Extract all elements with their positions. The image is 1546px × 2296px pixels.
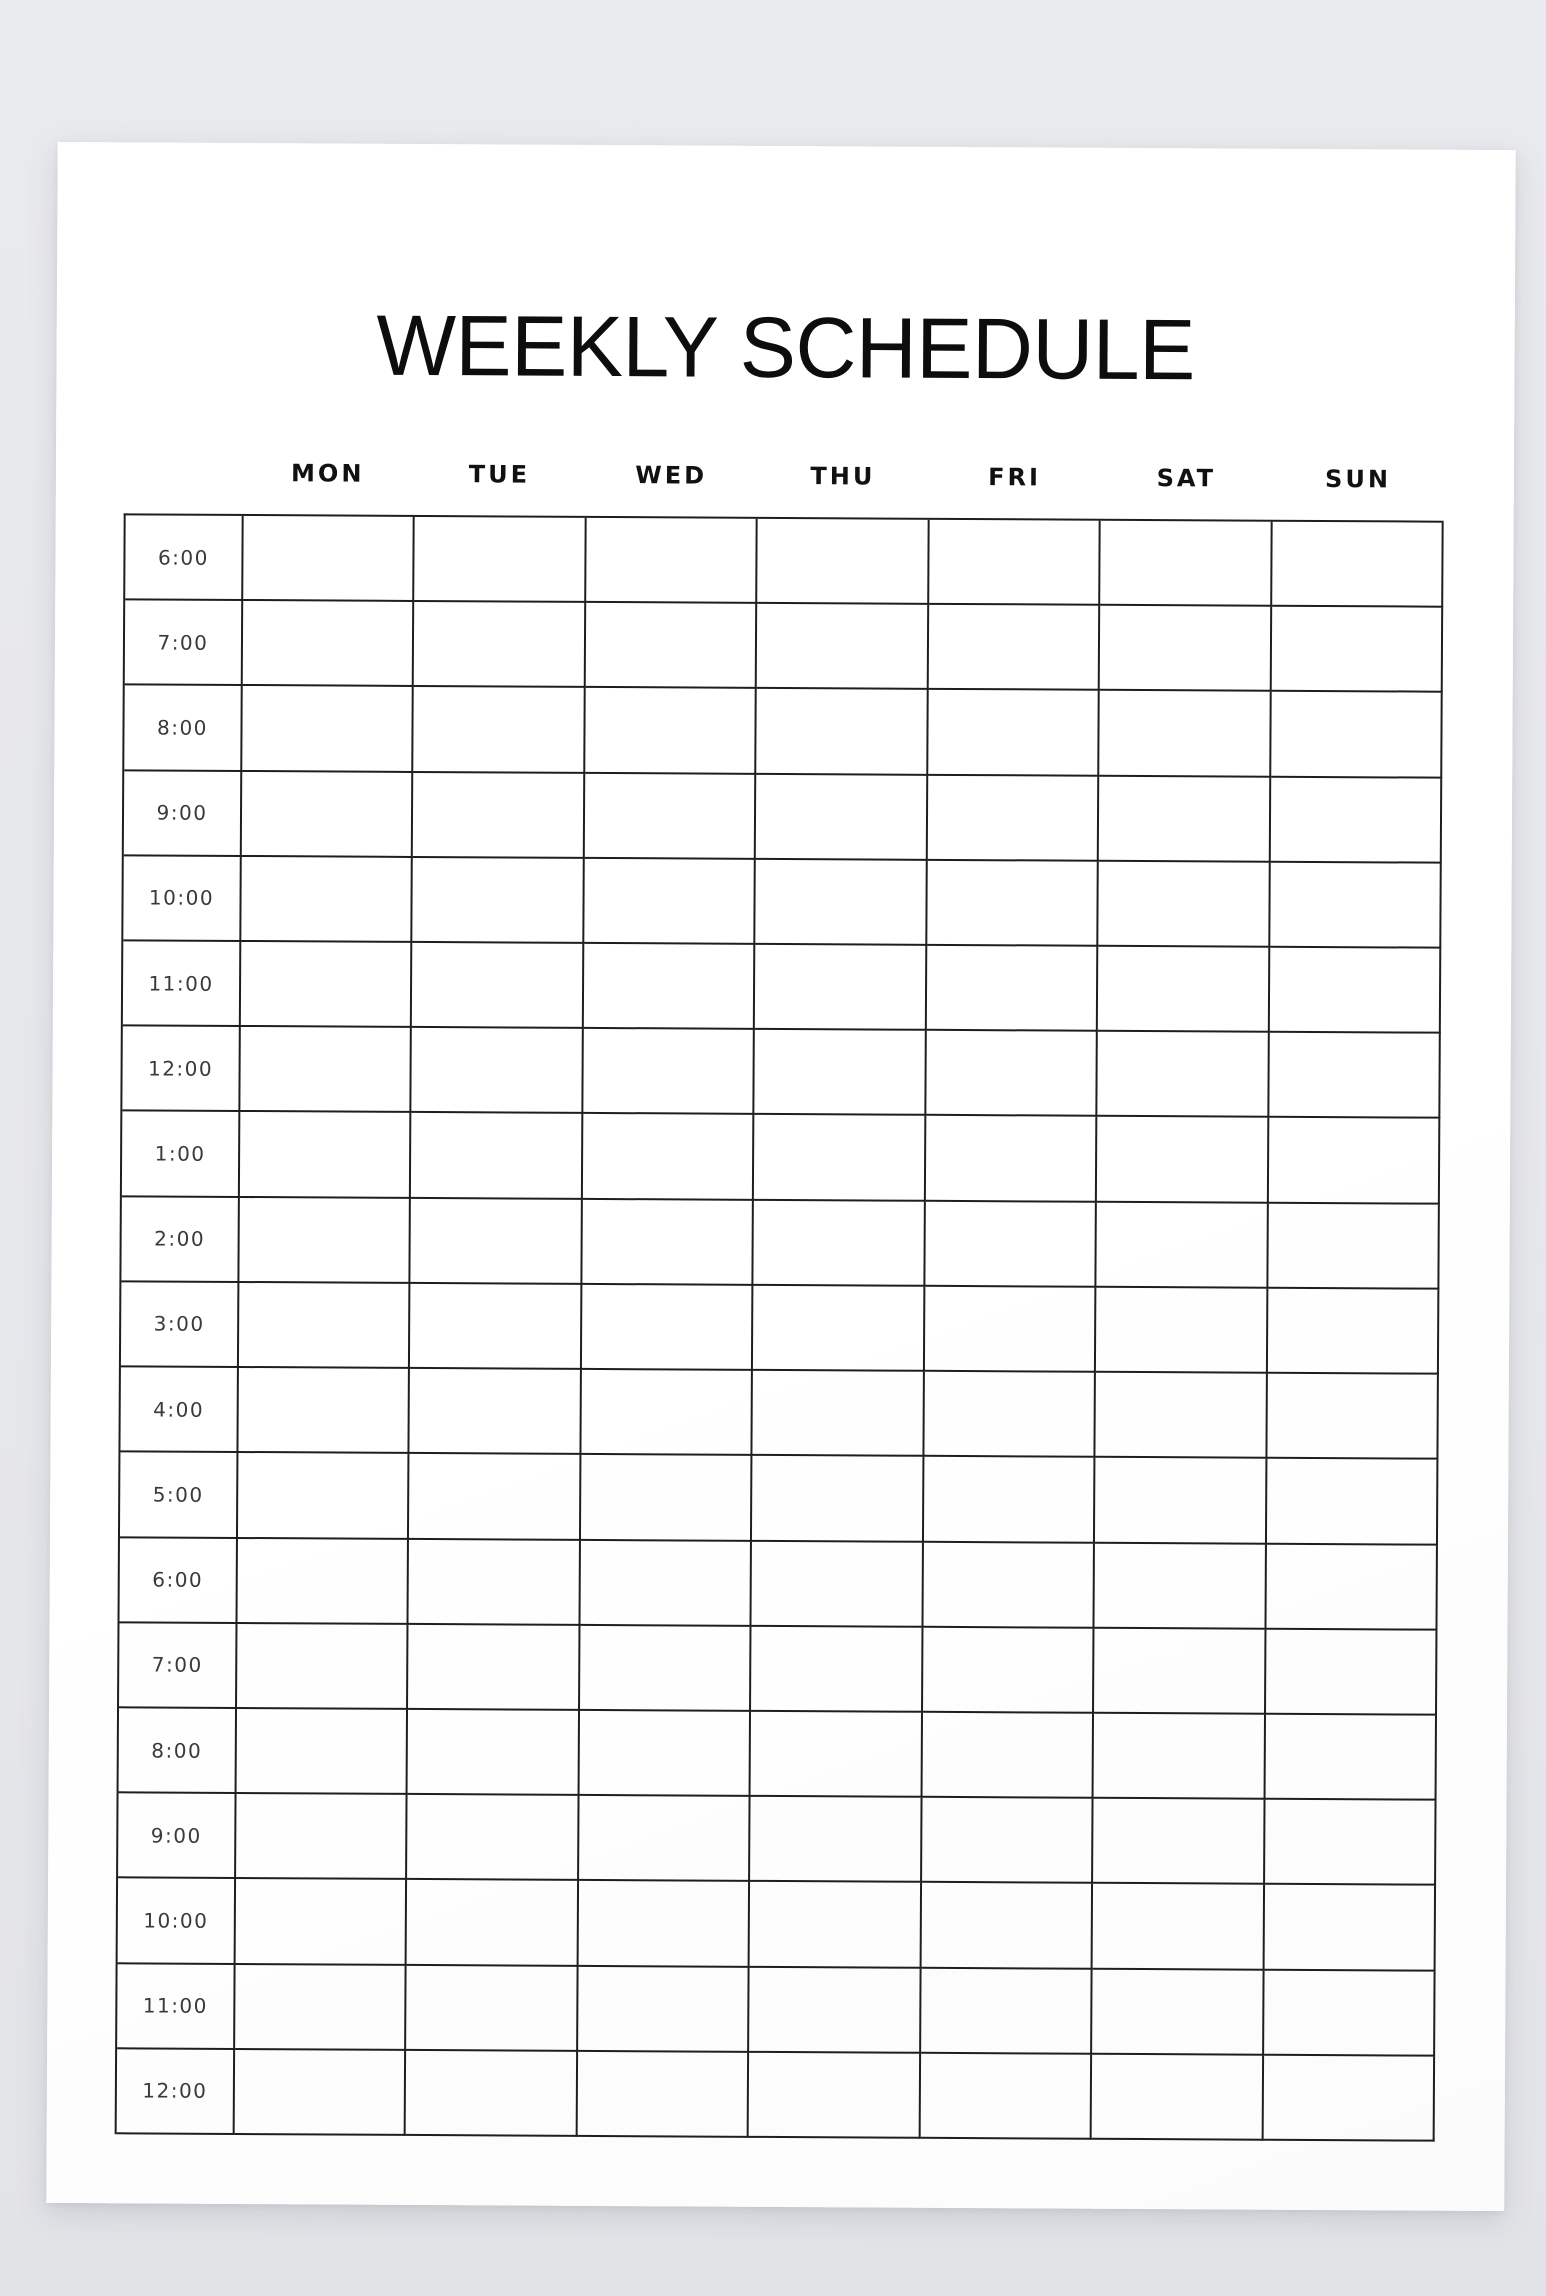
slot-cell-tue[interactable] — [412, 943, 584, 1029]
slot-cell-tue[interactable] — [408, 1710, 580, 1796]
slot-cell-thu[interactable] — [757, 689, 929, 775]
slot-cell-fri[interactable] — [926, 1031, 1098, 1117]
slot-cell-sun[interactable] — [1270, 863, 1442, 949]
slot-cell-fri[interactable] — [922, 1713, 1094, 1799]
slot-cell-tue[interactable] — [411, 1199, 583, 1285]
slot-cell-wed[interactable] — [585, 774, 757, 860]
slot-cell-mon[interactable] — [238, 1453, 410, 1539]
slot-cell-tue[interactable] — [411, 1113, 583, 1199]
slot-cell-mon[interactable] — [237, 1709, 409, 1795]
slot-cell-sun[interactable] — [1270, 777, 1442, 863]
time-label: 11:00 — [117, 1964, 235, 2050]
slot-cell-mon[interactable] — [242, 772, 414, 858]
slot-cell-sun[interactable] — [1267, 1459, 1439, 1545]
slot-cell-tue[interactable] — [410, 1369, 582, 1455]
time-label: 9:00 — [124, 771, 242, 857]
slot-cell-sat[interactable] — [1092, 2055, 1264, 2141]
time-label: 5:00 — [120, 1453, 238, 1539]
slot-cell-tue[interactable] — [414, 602, 586, 688]
slot-cell-wed[interactable] — [586, 518, 758, 604]
slot-cell-wed[interactable] — [584, 944, 756, 1030]
time-label: 11:00 — [123, 941, 241, 1027]
slot-cell-fri[interactable] — [925, 1287, 1097, 1373]
slot-cell-mon[interactable] — [239, 1198, 411, 1284]
slot-cell-thu[interactable] — [753, 1286, 925, 1372]
day-header-sat: SAT — [1156, 464, 1217, 493]
slot-cell-sun[interactable] — [1265, 1800, 1437, 1886]
slot-cell-thu[interactable] — [752, 1456, 924, 1542]
slot-cell-thu[interactable] — [754, 1201, 926, 1287]
slot-cell-wed[interactable] — [577, 2052, 749, 2138]
day-header-row — [124, 452, 1444, 499]
slot-cell-thu[interactable] — [751, 1712, 923, 1798]
time-label: 4:00 — [120, 1367, 238, 1453]
slot-cell-mon[interactable] — [240, 1112, 412, 1198]
slot-cell-sat[interactable] — [1098, 862, 1270, 948]
slot-cell-sat[interactable] — [1097, 1032, 1269, 1118]
time-label: 10:00 — [118, 1879, 236, 1965]
slot-cell-sat[interactable] — [1094, 1714, 1266, 1800]
slot-cell-mon[interactable] — [240, 1027, 412, 1113]
slot-cell-tue[interactable] — [408, 1625, 580, 1711]
slot-cell-sat[interactable] — [1096, 1373, 1268, 1459]
slot-cell-wed[interactable] — [584, 859, 756, 945]
slot-cell-sun[interactable] — [1264, 1885, 1436, 1971]
time-label: 8:00 — [124, 686, 242, 772]
slot-cell-fri[interactable] — [929, 520, 1101, 606]
slot-cell-mon[interactable] — [237, 1624, 409, 1710]
slot-cell-wed[interactable] — [578, 1966, 750, 2052]
slot-cell-fri[interactable] — [923, 1628, 1095, 1714]
slot-cell-sun[interactable] — [1265, 1715, 1437, 1801]
slot-cell-sat[interactable] — [1099, 691, 1271, 777]
slot-cell-mon[interactable] — [235, 2050, 407, 2136]
slot-cell-fri[interactable] — [927, 775, 1099, 861]
slot-cell-tue[interactable] — [412, 1028, 584, 1114]
slot-cell-thu[interactable] — [752, 1541, 924, 1627]
slot-cell-wed[interactable] — [578, 1881, 750, 1967]
slot-cell-sat[interactable] — [1095, 1458, 1267, 1544]
slot-cell-fri[interactable] — [920, 2054, 1092, 2140]
slot-cell-fri[interactable] — [922, 1798, 1094, 1884]
slot-cell-sat[interactable] — [1093, 1884, 1265, 1970]
slot-cell-wed[interactable] — [586, 603, 758, 689]
slot-cell-wed[interactable] — [583, 1029, 755, 1115]
slot-cell-sun[interactable] — [1264, 1970, 1436, 2056]
slot-cell-wed[interactable] — [583, 1114, 755, 1200]
slot-cell-fri[interactable] — [924, 1372, 1096, 1458]
slot-cell-sun[interactable] — [1271, 607, 1443, 693]
slot-cell-fri[interactable] — [927, 946, 1099, 1032]
slot-cell-sat[interactable] — [1093, 1799, 1265, 1885]
time-label: 1:00 — [122, 1112, 240, 1198]
slot-cell-fri[interactable] — [927, 861, 1099, 947]
slot-cell-wed[interactable] — [581, 1370, 753, 1456]
time-label: 2:00 — [121, 1197, 239, 1283]
slot-cell-fri[interactable] — [925, 1201, 1097, 1287]
day-header-spacer — [124, 452, 242, 493]
slot-cell-sun[interactable] — [1267, 1289, 1439, 1375]
time-label: 6:00 — [119, 1538, 237, 1624]
slot-cell-tue[interactable] — [410, 1284, 582, 1370]
time-label: 9:00 — [118, 1793, 236, 1879]
slot-cell-wed[interactable] — [579, 1711, 751, 1797]
slot-cell-sun[interactable] — [1266, 1544, 1438, 1630]
slot-cell-sat[interactable] — [1095, 1543, 1267, 1629]
slot-cell-tue[interactable] — [407, 1795, 579, 1881]
slot-cell-mon[interactable] — [242, 686, 414, 772]
slot-cell-mon[interactable] — [236, 1794, 408, 1880]
slot-cell-thu[interactable] — [754, 1115, 926, 1201]
slot-cell-thu[interactable] — [751, 1627, 923, 1713]
slot-cell-thu[interactable] — [753, 1371, 925, 1457]
time-label: 10:00 — [123, 856, 241, 942]
slot-cell-sun[interactable] — [1269, 948, 1441, 1034]
day-header-tue: TUE — [468, 460, 531, 489]
slot-cell-sat[interactable] — [1096, 1288, 1268, 1374]
slot-cell-fri[interactable] — [928, 690, 1100, 776]
slot-cell-sat[interactable] — [1100, 606, 1272, 692]
slot-cell-sun[interactable] — [1268, 1203, 1440, 1289]
slot-cell-thu[interactable] — [749, 1967, 921, 2053]
slot-cell-thu[interactable] — [749, 2053, 921, 2139]
slot-cell-mon[interactable] — [238, 1368, 410, 1454]
time-label: 12:00 — [117, 2049, 235, 2135]
slot-cell-mon[interactable] — [235, 1965, 407, 2051]
slot-cell-sat[interactable] — [1098, 947, 1270, 1033]
slot-cell-sun[interactable] — [1266, 1629, 1438, 1715]
slot-cell-tue[interactable] — [407, 1966, 579, 2052]
day-header-thu: THU — [810, 462, 876, 491]
slot-cell-mon[interactable] — [241, 857, 413, 943]
slot-cell-mon[interactable] — [237, 1538, 409, 1624]
slot-cell-wed[interactable] — [580, 1626, 752, 1712]
slot-cell-wed[interactable] — [582, 1200, 754, 1286]
day-header-mon: MON — [290, 459, 365, 488]
slot-cell-tue[interactable] — [415, 517, 587, 603]
slot-cell-wed[interactable] — [585, 688, 757, 774]
slot-cell-thu[interactable] — [757, 519, 929, 605]
slot-cell-wed[interactable] — [581, 1455, 753, 1541]
time-label: 8:00 — [119, 1708, 237, 1794]
slot-cell-sun[interactable] — [1269, 1033, 1441, 1119]
slot-cell-sat[interactable] — [1092, 1969, 1264, 2055]
slot-cell-fri[interactable] — [924, 1457, 1096, 1543]
slot-cell-thu[interactable] — [755, 945, 927, 1031]
slot-cell-fri[interactable] — [926, 1116, 1098, 1202]
slot-cell-fri[interactable] — [921, 1883, 1093, 1969]
slot-cell-thu[interactable] — [755, 1030, 927, 1116]
slot-cell-thu[interactable] — [756, 860, 928, 946]
slot-cell-fri[interactable] — [923, 1542, 1095, 1628]
time-label: 12:00 — [122, 1027, 240, 1113]
day-header-sun: SUN — [1325, 465, 1392, 494]
slot-cell-tue[interactable] — [414, 687, 586, 773]
slot-cell-wed[interactable] — [582, 1285, 754, 1371]
page-title: WEEKLY SCHEDULE — [376, 297, 1196, 399]
time-label: 6:00 — [125, 515, 243, 601]
slot-cell-sat[interactable] — [1100, 521, 1272, 607]
day-header-fri: FRI — [988, 463, 1042, 492]
slot-cell-tue[interactable] — [407, 1880, 579, 1966]
slot-cell-tue[interactable] — [413, 858, 585, 944]
slot-cell-mon[interactable] — [239, 1283, 411, 1369]
slot-cell-mon[interactable] — [241, 942, 413, 1028]
slot-cell-sun[interactable] — [1271, 692, 1443, 778]
slot-cell-tue[interactable] — [409, 1454, 581, 1540]
time-label: 7:00 — [119, 1623, 237, 1709]
schedule-sheet — [46, 142, 1515, 2211]
slot-cell-mon[interactable] — [236, 1879, 408, 1965]
slot-cell-fri[interactable] — [928, 605, 1100, 691]
time-label: 3:00 — [121, 1282, 239, 1368]
schedule-grid — [115, 513, 1444, 2141]
slot-cell-fri[interactable] — [921, 1968, 1093, 2054]
slot-cell-sat[interactable] — [1099, 776, 1271, 862]
slot-cell-mon[interactable] — [243, 601, 415, 687]
slot-cell-tue[interactable] — [406, 2051, 578, 2137]
slot-cell-wed[interactable] — [580, 1540, 752, 1626]
slot-cell-sat[interactable] — [1094, 1628, 1266, 1714]
slot-cell-sat[interactable] — [1097, 1202, 1269, 1288]
slot-cell-mon[interactable] — [243, 516, 415, 602]
slot-cell-sun[interactable] — [1263, 2055, 1435, 2141]
slot-cell-sun[interactable] — [1272, 522, 1444, 608]
slot-cell-sat[interactable] — [1097, 1117, 1269, 1203]
slot-cell-sun[interactable] — [1267, 1374, 1439, 1460]
day-header-wed: WED — [635, 461, 708, 490]
slot-cell-thu[interactable] — [757, 604, 929, 690]
time-label: 7:00 — [125, 601, 243, 687]
slot-cell-sun[interactable] — [1268, 1118, 1440, 1204]
slot-cell-thu[interactable] — [750, 1797, 922, 1883]
slot-cell-thu[interactable] — [750, 1882, 922, 1968]
slot-cell-tue[interactable] — [409, 1539, 581, 1625]
slot-cell-wed[interactable] — [579, 1796, 751, 1882]
slot-cell-tue[interactable] — [413, 773, 585, 859]
slot-cell-thu[interactable] — [756, 774, 928, 860]
